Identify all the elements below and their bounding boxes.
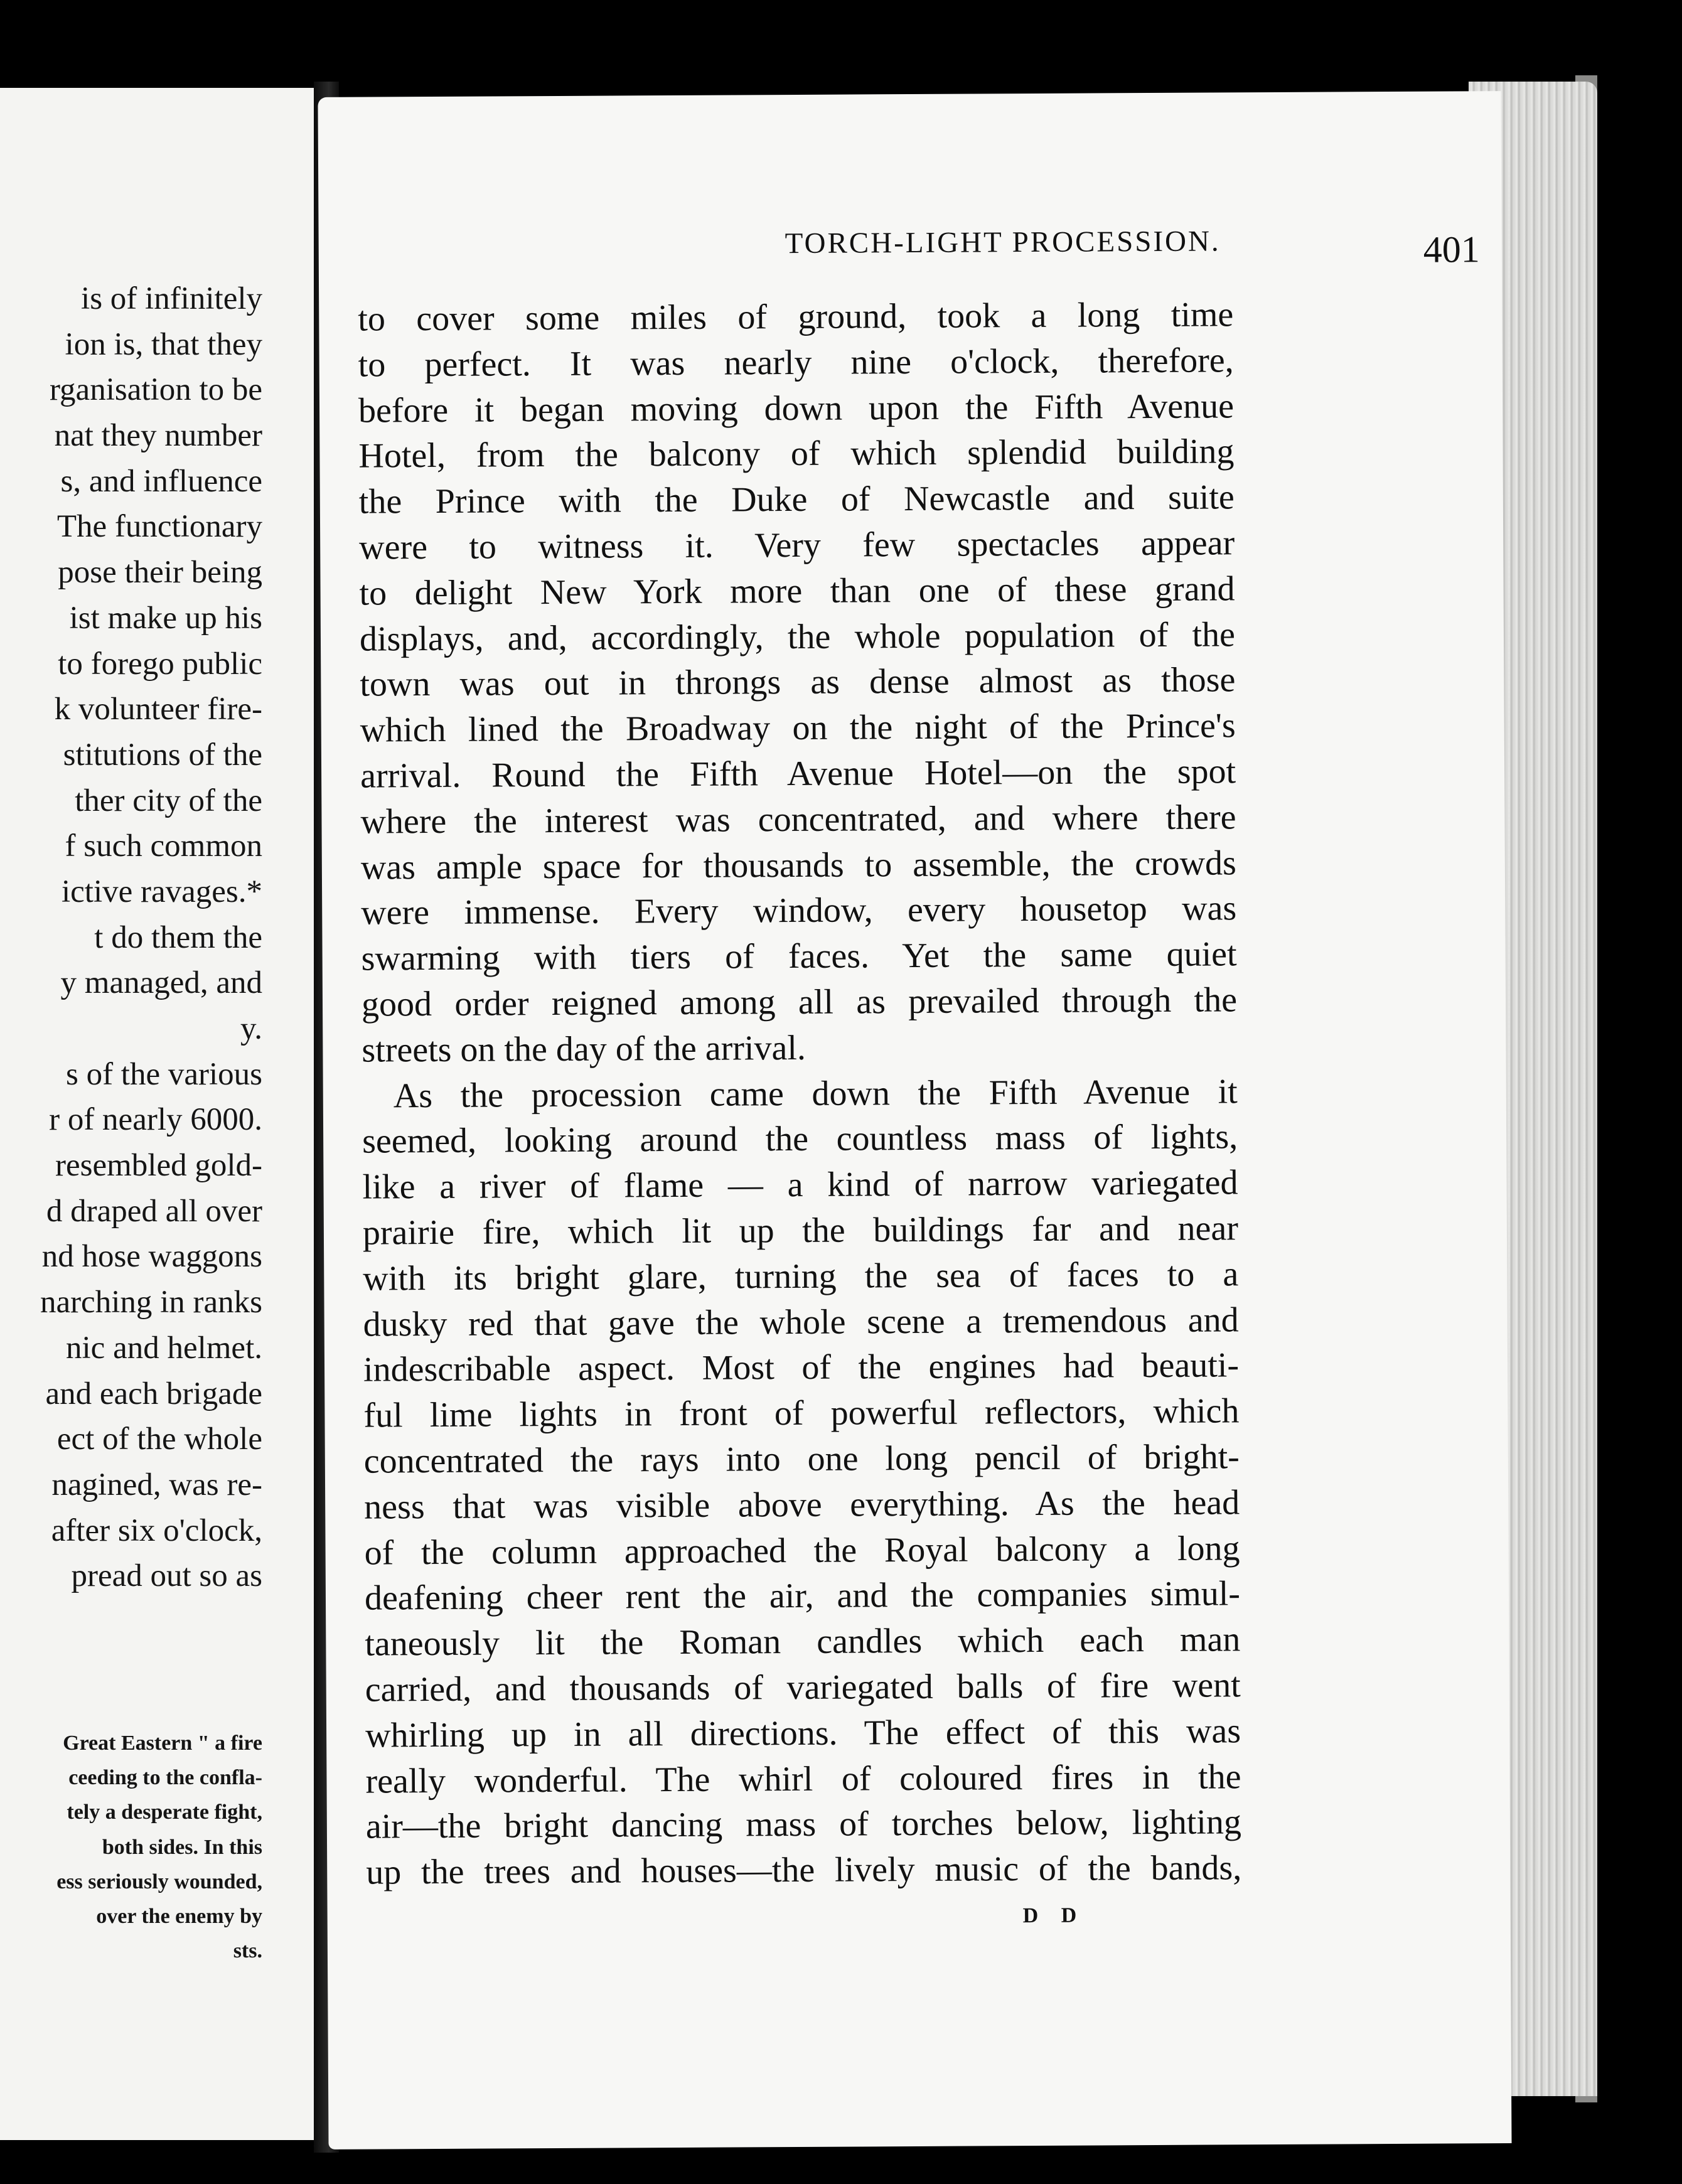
text-line: deafening cheer rent the air, and the companies simul- [364, 1574, 1241, 1618]
text-line: streets on the day of the arrival. [362, 1028, 806, 1070]
text-line: Hotel, from the balcony of which splendid building [358, 432, 1235, 476]
text-line: t do them the [94, 919, 262, 955]
text-line: after six o'clock, [51, 1512, 262, 1548]
text-line: ion is, that they [65, 326, 262, 362]
left-page [0, 88, 320, 2140]
text-line: pread out so as [71, 1558, 262, 1594]
text-line: ect of the whole [56, 1421, 262, 1457]
footnote-line: ceeding to the confla- [68, 1766, 262, 1790]
text-line: which lined the Broadway on the night of the Prince's [360, 706, 1236, 750]
text-line: and each brigade [45, 1376, 262, 1411]
text-line: nic and helmet. [66, 1330, 262, 1366]
text-line: d draped all over [46, 1193, 262, 1229]
text-line: ist make up his [69, 600, 262, 636]
text-line: nat they number [54, 418, 262, 454]
text-line: the Prince with the Duke of Newcastle and suite [358, 478, 1235, 522]
left-page-footnote [56, 1726, 262, 1968]
text-line: As the procession came down the Fifth Avenue it [393, 1071, 1238, 1115]
text-line: to cover some miles of ground, took a long time [358, 295, 1234, 339]
text-line: air—the bright dancing mass of torches below, lighting [365, 1802, 1242, 1846]
text-line: y. [240, 1011, 262, 1046]
text-line: s of the various [65, 1056, 262, 1092]
text-line: seemed, looking around the countless mass of lights, [362, 1117, 1238, 1161]
text-line: displays, and, accordingly, the whole population of the [359, 614, 1236, 659]
text-line: pose their being [58, 555, 262, 591]
text-line: k volunteer fire- [54, 692, 262, 727]
footnote-line: ess seriously wounded, [56, 1870, 262, 1893]
text-line: narching in ranks [40, 1285, 262, 1320]
text-line: f such common [65, 828, 262, 864]
text-line: nagined, was re- [51, 1467, 262, 1502]
running-head: TORCH-LIGHT PROCESSION. [785, 225, 1221, 260]
text-line: were immense. Every window, every housetop was [361, 889, 1237, 933]
text-line: is of infinitely [81, 281, 262, 316]
text-line: s, and influence [60, 463, 262, 499]
text-line: rganisation to be [50, 372, 262, 408]
text-line: The functionary [56, 509, 262, 545]
text-line: taneously lit the Roman candles which each man [365, 1620, 1241, 1664]
left-page-text [40, 276, 262, 1599]
text-line: ful lime lights in front of powerful reflectors, which [363, 1391, 1240, 1435]
text-line: dusky red that gave the whole scene a tremendous and [363, 1300, 1239, 1344]
text-line: arrival. Round the Fifth Avenue Hotel—on the spot [360, 752, 1236, 796]
text-line: whirling up in all directions. The effect of this was [365, 1711, 1241, 1755]
text-line: nd hose waggons [41, 1239, 262, 1275]
text-line: were to witness it. Very few spectacles appear [359, 523, 1235, 567]
text-line: really wonderful. The whirl of coloured fires in the [365, 1757, 1241, 1801]
page-number: 401 [1423, 228, 1480, 270]
text-line: ther city of the [75, 783, 262, 818]
text-line: of the column approached the Royal balcony a long [364, 1528, 1240, 1573]
text-line: r of nearly 6000. [49, 1102, 262, 1138]
text-line: town was out in throngs as dense almost as those [360, 660, 1236, 704]
footnote-line: sts. [233, 1939, 262, 1963]
text-line: swarming with tiers of faces. Yet the same quiet [361, 934, 1237, 978]
right-page [318, 91, 1511, 2149]
text-line: carried, and thousands of variegated balls of fire went [365, 1666, 1241, 1710]
text-line: where the interest was concentrated, and where there [360, 798, 1236, 842]
text-line: to forego public [58, 646, 262, 682]
text-line: y managed, and [60, 965, 262, 1001]
text-line: before it began moving down upon the Fifth Avenue [358, 386, 1235, 431]
footnote-line: Great Eastern " a fire [63, 1732, 262, 1755]
text-line: prairie fire, which lit up the buildings far and near [362, 1209, 1239, 1253]
text-line: stitutions of the [63, 737, 262, 773]
text-line: ness that was visible above everything. As the head [364, 1483, 1240, 1527]
text-line: to delight New York more than one of these grand [359, 569, 1235, 613]
footnote-line: both sides. In this [102, 1835, 262, 1859]
text-line: resembled gold- [55, 1148, 262, 1184]
text-line: like a river of flame — a kind of narrow variegated [362, 1163, 1238, 1207]
text-line: up the trees and houses—the lively music of the bands, [366, 1848, 1242, 1892]
body-text [358, 292, 1241, 1895]
signature-mark: D D [1022, 1903, 1086, 1928]
text-line: good order reigned among all as prevailed through the [361, 980, 1238, 1024]
text-line: with its bright glare, turning the sea of faces to a [363, 1255, 1239, 1298]
text-line: to perfect. It was nearly nine o'clock, therefore, [358, 341, 1234, 385]
text-line: was ample space for thousands to assemble, the crowds [360, 843, 1237, 887]
text-line: indescribable aspect. Most of the engines had beauti- [363, 1346, 1240, 1389]
footnote-line: tely a desperate fight, [67, 1801, 262, 1824]
text-line: concentrated the rays into one long pencil of bright- [363, 1437, 1240, 1481]
footnote-line: over the enemy by [96, 1904, 262, 1928]
text-line: ictive ravages.* [61, 874, 262, 909]
